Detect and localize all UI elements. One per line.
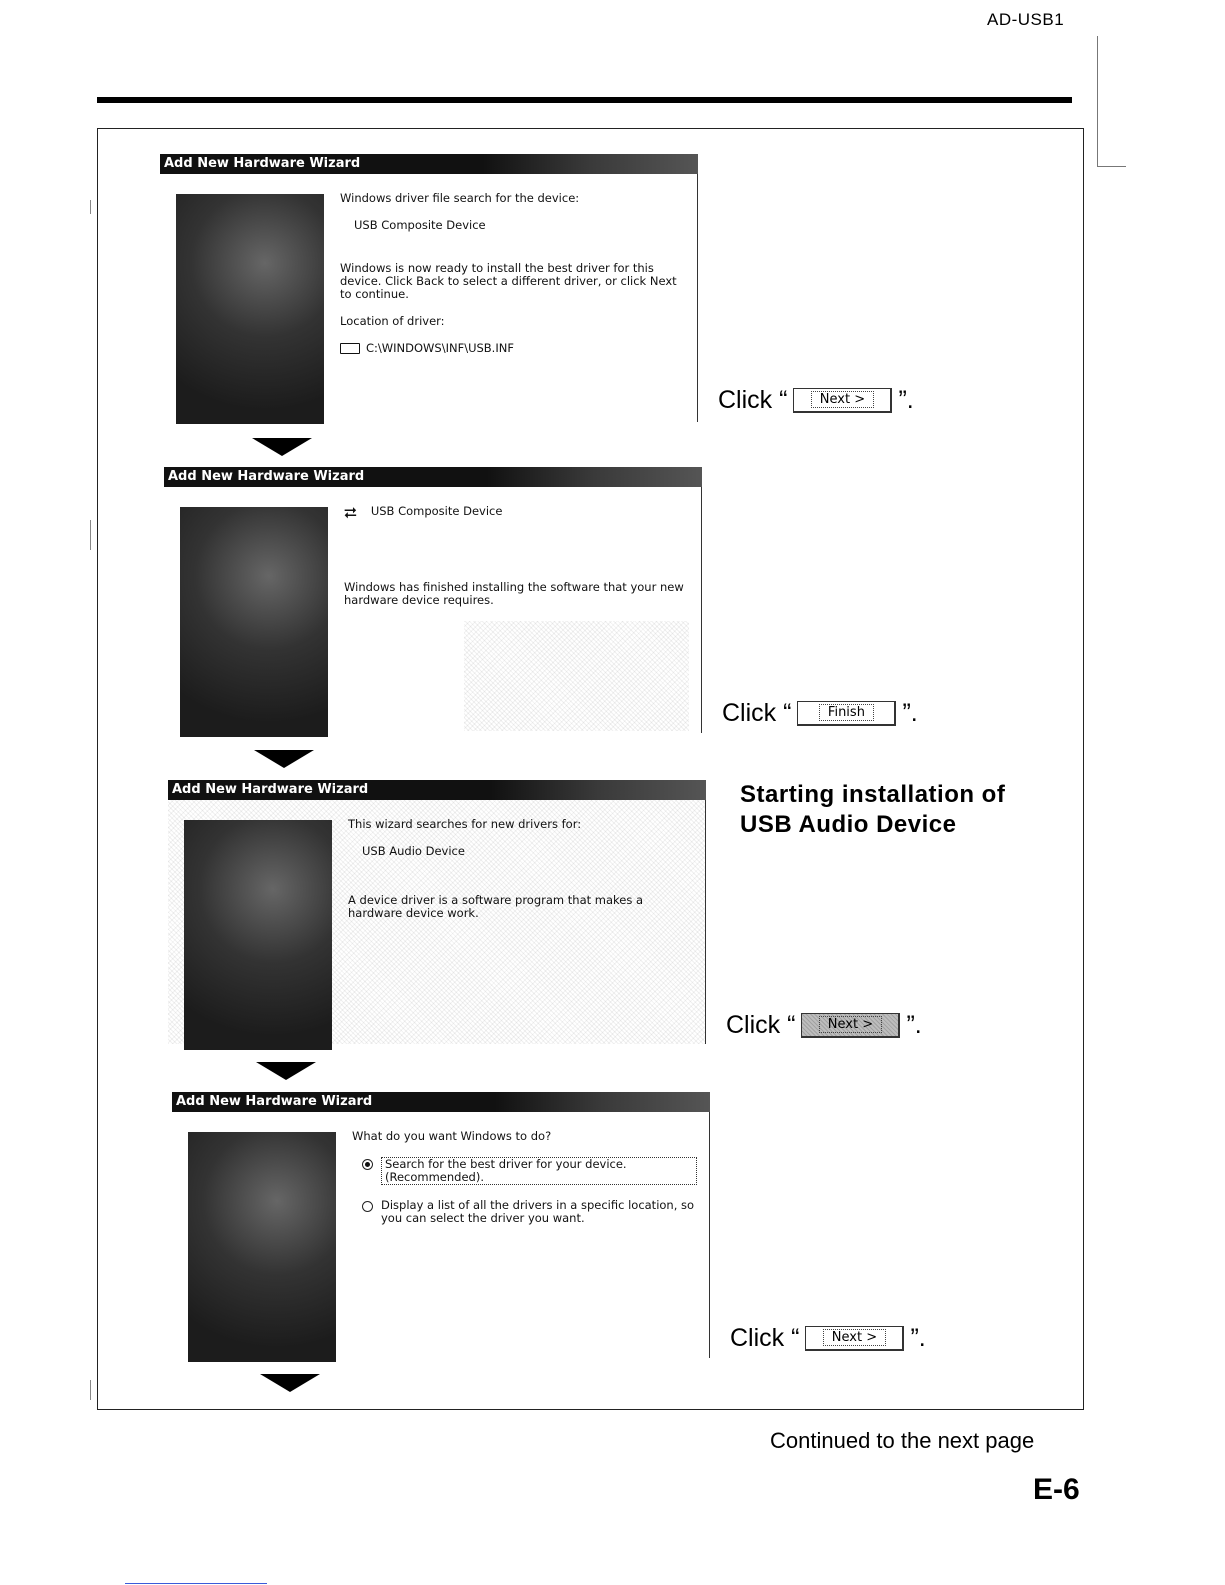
margin-tick	[90, 1380, 91, 1400]
margin-tick	[90, 520, 91, 550]
next-button[interactable]	[801, 1013, 900, 1038]
scan-noise	[464, 621, 689, 731]
instruction-prefix: Click “	[722, 699, 792, 727]
option-label: Display a list of all the drivers in a specific location, so you can select the driver you want.	[381, 1198, 695, 1225]
driver-path: C:\WINDOWS\INF\USB.INF	[366, 341, 514, 355]
wizard-titlebar: Add New Hardware Wizard	[168, 780, 706, 800]
instruction-suffix: ”.	[898, 386, 914, 414]
down-arrow-icon	[256, 1062, 316, 1080]
hardware-illustration	[180, 507, 328, 737]
wizard-titlebar: Add New Hardware Wizard	[160, 154, 698, 174]
footer-underline	[125, 1583, 267, 1584]
document-code: AD-USB1	[987, 10, 1065, 29]
option-display-driver-list[interactable]	[362, 1199, 697, 1225]
next-button[interactable]	[793, 388, 892, 413]
finish-button[interactable]	[797, 701, 896, 726]
instruction-click-finish	[722, 699, 918, 728]
page-number: E-6	[1033, 1473, 1080, 1506]
button-label: Next >	[811, 391, 874, 408]
wizard-intro-text: This wizard searches for new drivers for:	[348, 817, 582, 831]
button-label: Next >	[823, 1329, 886, 1346]
device-name: USB Composite Device	[370, 504, 503, 518]
header-rule	[97, 97, 1072, 103]
wizard-window	[160, 154, 698, 422]
continued-note: Continued to the next page	[770, 1428, 1035, 1453]
instruction-click-next	[730, 1324, 926, 1353]
down-arrow-icon	[252, 438, 312, 456]
wizard-intro-text: Windows driver file search for the device:	[340, 191, 580, 205]
instruction-prefix: Click “	[718, 386, 788, 414]
section-heading	[740, 780, 1005, 840]
button-label: Next >	[819, 1016, 882, 1033]
instruction-prefix: Click “	[730, 1324, 800, 1352]
wizard-titlebar: Add New Hardware Wizard	[164, 467, 702, 487]
option-label: Search for the best driver for your device. (Recommended).	[381, 1157, 697, 1185]
next-button[interactable]	[805, 1326, 904, 1351]
instruction-suffix: ”.	[906, 1011, 922, 1039]
corner-crop-mark	[1097, 36, 1126, 167]
instruction-suffix: ”.	[910, 1324, 926, 1352]
usb-icon: ⮂	[344, 503, 357, 522]
instruction-click-next	[726, 1011, 922, 1040]
radio-selected-icon[interactable]	[362, 1159, 373, 1170]
instruction-prefix: Click “	[726, 1011, 796, 1039]
hardware-illustration	[176, 194, 324, 424]
wizard-window	[168, 780, 706, 1044]
wizard-message: A device driver is a software program that makes a hardware device work.	[348, 893, 644, 920]
location-label: Location of driver:	[340, 314, 445, 328]
down-arrow-icon	[254, 750, 314, 768]
down-arrow-icon	[260, 1374, 320, 1392]
instruction-suffix: ”.	[902, 699, 918, 727]
hardware-illustration	[188, 1132, 336, 1362]
wizard-message: Windows is now ready to install the best driver for this device. Click Back to select a different driver, or click Next to continue.	[340, 261, 677, 301]
wizard-window	[172, 1092, 710, 1358]
device-name: USB Composite Device	[354, 218, 486, 232]
drive-icon	[340, 343, 360, 354]
wizard-titlebar: Add New Hardware Wizard	[172, 1092, 710, 1112]
hardware-illustration	[184, 820, 332, 1050]
section-heading-line: USB Audio Device	[740, 811, 957, 838]
instruction-click-next	[718, 386, 914, 415]
button-label: Finish	[819, 704, 874, 721]
section-heading-line: Starting installation of	[740, 781, 1006, 808]
wizard-message: Windows has finished installing the software that your new hardware device requires.	[344, 580, 684, 607]
wizard-question: What do you want Windows to do?	[352, 1129, 552, 1143]
option-search-best-driver[interactable]	[362, 1157, 697, 1185]
device-name: USB Audio Device	[362, 844, 465, 858]
wizard-window	[164, 467, 702, 733]
margin-tick	[90, 200, 91, 214]
radio-unselected-icon[interactable]	[362, 1201, 373, 1212]
